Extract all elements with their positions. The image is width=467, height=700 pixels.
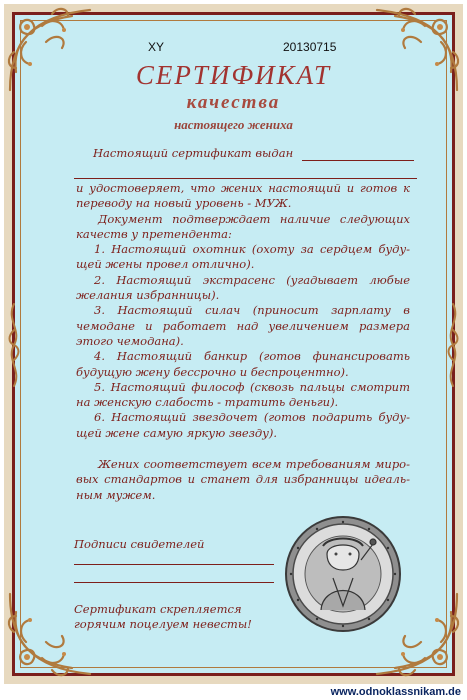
- body-conclusion: Жених соответствует всем требованиям миро-вых стандартов и станет для избранницы идеаль-ным мужем.: [76, 457, 410, 502]
- seal-text-line: горячим поцелуем невесты!: [74, 617, 252, 631]
- quality-item: 6. Настоящий звездочет (готов подарить буду-щей жене самую яркую звезду).: [76, 410, 410, 440]
- side-ornament-icon: [443, 300, 463, 390]
- witnesses-label: Подписи свидетелей: [74, 537, 205, 551]
- watermark-link[interactable]: www.odnoklassnikam.de: [330, 686, 461, 698]
- quality-item: 5. Настоящий философ (сквозь пальцы смотрит на женскую слабость - тратить деньги).: [76, 379, 410, 410]
- certificate-subtitle-2: настоящего жениха: [174, 117, 293, 132]
- certificate-title: СЕРТИФИКАТ: [135, 60, 332, 90]
- certificate-subtitle: качества: [186, 92, 281, 113]
- coin-seal-icon: [283, 514, 403, 634]
- serial-code: XY: [148, 40, 165, 54]
- issued-to-label: Настоящий сертификат выдан: [93, 146, 294, 160]
- issued-to-line-2: [74, 178, 417, 179]
- witness-signature-line: [74, 582, 274, 583]
- serial-number: 20130715: [283, 40, 337, 54]
- side-ornament-icon: [4, 300, 24, 390]
- witness-signature-line: [74, 564, 274, 565]
- body-paragraph: Документ подтверждает наличие следующих качеств у претендента:: [76, 211, 410, 241]
- seal-text-line: Сертификат скрепляется: [74, 602, 242, 616]
- issued-to-line: [302, 160, 414, 161]
- certificate-body: [76, 181, 410, 503]
- quality-item: 1. Настоящий охотник (охоту за сердцем буду-щей жены провел отлично).: [76, 242, 410, 272]
- seal-text: [74, 602, 252, 632]
- body-paragraph: и удостоверяет, что жених настоящий и готов к переводу на новый уровень - МУЖ.: [76, 181, 410, 211]
- quality-item: 4. Настоящий банкир (готов финансировать будущую жену бессрочно и беспроцентно).: [76, 349, 410, 379]
- quality-item: 3. Настоящий силач (приносит зарплату в чемодане и работает над увеличением размера этого чемодана).: [76, 303, 410, 348]
- quality-item: 2. Настоящий экстрасенс (угадывает любые желания избранницы).: [76, 272, 410, 303]
